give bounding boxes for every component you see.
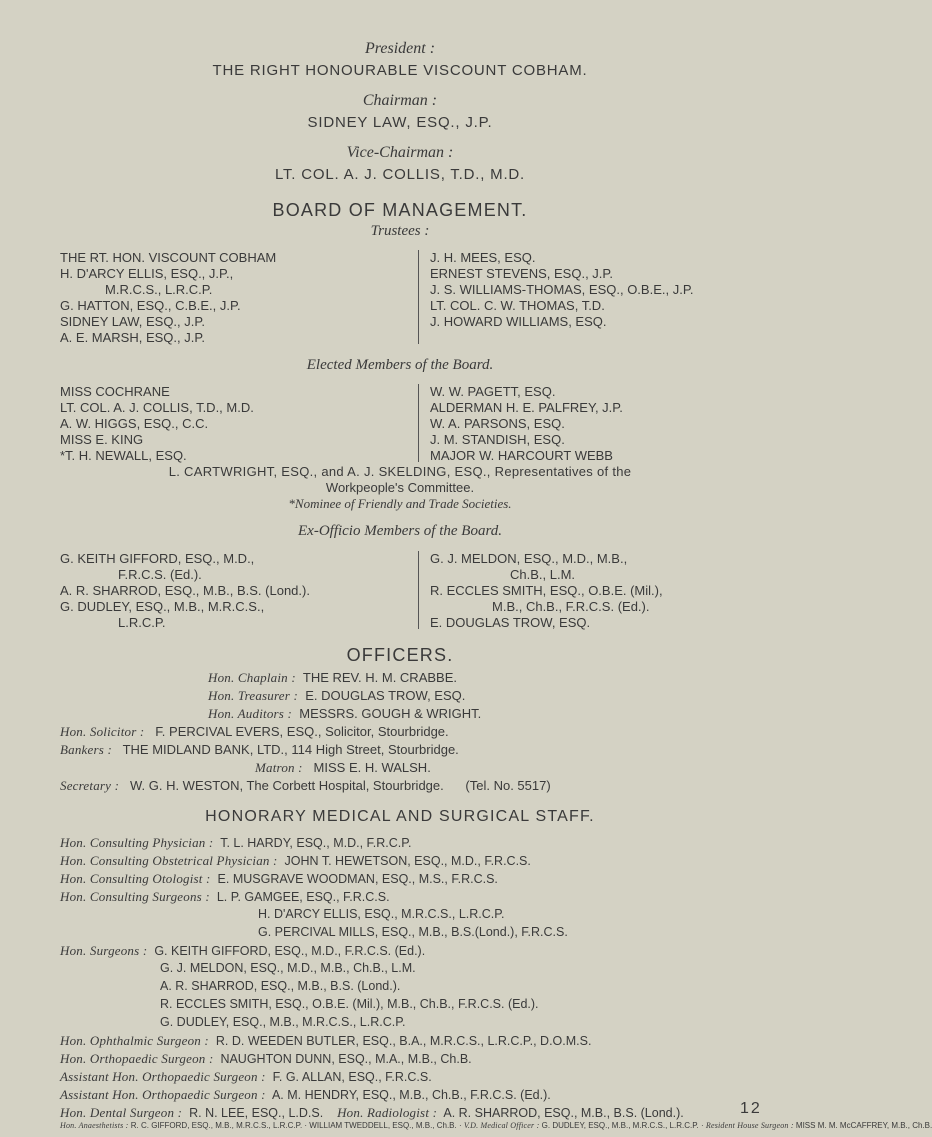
- exofficio-member: R. ECCLES SMITH, ESQ., O.B.E. (Mil.),: [430, 583, 663, 598]
- elected-member: J. M. STANDISH, ESQ.: [430, 432, 565, 447]
- staff-row: [60, 835, 411, 851]
- staff-value: H. D'ARCY ELLIS, ESQ., M.R.C.S., L.R.C.P.: [258, 907, 505, 921]
- staff-label: Hon. Radiologist :: [337, 1105, 438, 1120]
- trustee-name: A. E. MARSH, ESQ., J.P.: [60, 330, 205, 345]
- officer-value: W. G. H. WESTON, The Corbett Hospital, Stourbridge. (Tel. No. 5517): [129, 778, 551, 793]
- officer-row-secretary: [60, 778, 551, 794]
- staff-row: [60, 1033, 591, 1049]
- staff-value: R. C. GIFFORD, ESQ., M.B., M.R.C.S., L.R.C.P.: [130, 1121, 303, 1130]
- exofficio-member: F.R.C.S. (Ed.).: [118, 567, 202, 582]
- exofficio-member: M.B., Ch.B., F.R.C.S. (Ed.).: [492, 599, 650, 614]
- staff-label: Hon. Consulting Surgeons :: [60, 889, 210, 904]
- officer-row-treasurer: [208, 688, 465, 704]
- president-name: THE RIGHT HONOURABLE VISCOUNT COBHAM.: [212, 62, 588, 79]
- staff-value: MISS M. M. McCAFFREY, M.B., Ch.B.: [795, 1121, 932, 1130]
- staff-row: [60, 1051, 472, 1067]
- staff-label: Hon. Anaesthetists :: [60, 1121, 129, 1130]
- elected-member: W. A. PARSONS, ESQ.: [430, 416, 565, 431]
- staff-value: G. DUDLEY, ESQ., M.B., M.R.C.S., L.R.C.P.: [160, 1015, 406, 1029]
- officer-value: E. DOUGLAS TROW, ESQ.: [305, 688, 466, 703]
- staff-row: [60, 853, 531, 869]
- workpeople-note: Workpeople's Committee.: [325, 480, 475, 495]
- officer-value: MESSRS. GOUGH & WRIGHT.: [299, 706, 482, 721]
- staff-value: T. L. HARDY, ESQ., M.D., F.R.C.P.: [220, 836, 412, 850]
- chairman-name: SIDNEY LAW, ESQ., J.P.: [307, 114, 493, 131]
- staff-value: E. MUSGRAVE WOODMAN, ESQ., M.S., F.R.C.S.: [217, 872, 498, 886]
- exofficio-left-column: [60, 551, 310, 631]
- staff-label: Hon. Consulting Otologist :: [60, 871, 211, 886]
- trustee-name: ERNEST STEVENS, ESQ., J.P.: [430, 266, 614, 281]
- officer-row-bankers: [60, 742, 459, 758]
- staff-row: [60, 889, 390, 905]
- exofficio-member: A. R. SHARROD, ESQ., M.B., B.S. (Lond.).: [60, 583, 310, 598]
- elected-member: MISS COCHRANE: [60, 384, 170, 399]
- elected-member: ALDERMAN H. E. PALFREY, J.P.: [430, 400, 623, 415]
- exofficio-member: L.R.C.P.: [118, 615, 166, 630]
- trustees-right-column: [430, 250, 693, 330]
- staff-label: Resident House Surgeon :: [705, 1121, 794, 1130]
- exofficio-member: Ch.B., L.M.: [510, 567, 576, 582]
- elected-label: Elected Members of the Board.: [306, 357, 494, 373]
- elected-member: A. W. HIGGS, ESQ., C.C.: [60, 416, 209, 431]
- staff-label: Assistant Hon. Orthopaedic Surgeon :: [60, 1069, 266, 1084]
- trustee-name: J. H. MEES, ESQ.: [430, 250, 536, 265]
- staff-row: [60, 1105, 684, 1121]
- staff-value: G. KEITH GIFFORD, ESQ., M.D., F.R.C.S. (Ed.).: [154, 944, 426, 958]
- elected-member: MAJOR W. HARCOURT WEBB: [430, 448, 613, 463]
- trustees-label: Trustees :: [370, 223, 430, 239]
- staff-row: [60, 943, 425, 959]
- staff-value: R. D. WEEDEN BUTLER, ESQ., B.A., M.R.C.S., L.R.C.P., D.O.M.S.: [215, 1034, 592, 1048]
- trustee-name: J. HOWARD WILLIAMS, ESQ.: [430, 314, 607, 329]
- officers-title: OFFICERS.: [346, 645, 454, 665]
- trustee-name: G. HATTON, ESQ., C.B.E., J.P.: [60, 298, 241, 313]
- elected-member: MISS E. KING: [60, 432, 144, 447]
- trustee-name: J. S. WILLIAMS-THOMAS, ESQ., O.B.E., J.P.: [430, 282, 694, 297]
- trustee-name: LT. COL. C. W. THOMAS, T.D.: [430, 298, 605, 313]
- exofficio-label: Ex-Officio Members of the Board.: [298, 523, 502, 539]
- officer-label: Secretary :: [60, 778, 120, 793]
- staff-label: Hon. Dental Surgeon :: [60, 1105, 183, 1120]
- trustee-name: M.R.C.S., L.R.C.P.: [105, 282, 213, 297]
- elected-member: LT. COL. A. J. COLLIS, T.D., M.D.: [60, 400, 254, 415]
- staff-value: R. ECCLES SMITH, ESQ., O.B.E. (Mil.), M.B., Ch.B., F.R.C.S. (Ed.).: [160, 997, 539, 1011]
- column-divider: [418, 250, 419, 344]
- staff-label: Hon. Consulting Obstetrical Physician :: [60, 853, 278, 868]
- staff-label: Hon. Ophthalmic Surgeon :: [60, 1033, 209, 1048]
- staff-value: WILLIAM TWEDDELL, ESQ., M.B., Ch.B.: [309, 1121, 457, 1130]
- staff-label: Hon. Consulting Physician :: [60, 835, 214, 850]
- trustees-left-column: [60, 250, 276, 346]
- column-divider: [418, 551, 419, 629]
- staff-value: NAUGHTON DUNN, ESQ., M.A., M.B., Ch.B.: [220, 1052, 472, 1066]
- staff-value: R. N. LEE, ESQ., L.D.S.: [189, 1106, 324, 1120]
- vice-chairman-label: Vice-Chairman :: [346, 144, 454, 161]
- staff-value: A. R. SHARROD, ESQ., M.B., B.S. (Lond.).: [443, 1106, 684, 1120]
- officer-row-auditors: [208, 706, 481, 722]
- officer-value: THE MIDLAND BANK, LTD., 114 High Street, Stourbridge.: [122, 742, 459, 757]
- president-label: President :: [364, 40, 436, 57]
- officer-value: MISS E. H. WALSH.: [313, 760, 431, 775]
- exofficio-member: G. DUDLEY, ESQ., M.B., M.R.C.S.,: [60, 599, 265, 614]
- page-number: 12: [740, 1100, 762, 1117]
- column-divider: [418, 384, 419, 462]
- staff-row: [60, 1069, 432, 1085]
- officer-label: Hon. Treasurer :: [208, 688, 298, 703]
- medical-staff-title: HONORARY MEDICAL AND SURGICAL STAFF.: [205, 808, 595, 825]
- trustee-name: SIDNEY LAW, ESQ., J.P.: [60, 314, 205, 329]
- trustee-name: THE RT. HON. VISCOUNT COBHAM: [60, 250, 277, 265]
- officer-row-solicitor: [60, 724, 449, 740]
- officer-label: Hon. Solicitor :: [60, 724, 145, 739]
- exofficio-member: E. DOUGLAS TROW, ESQ.: [430, 615, 591, 630]
- elected-member: W. W. PAGETT, ESQ.: [430, 384, 556, 399]
- staff-row-continued: Hon. Anaesthetists : R. C. GIFFORD, ESQ., M.B., M.R.C.S., L.R.C.P. · WILLIAM TWEDDELL, ESQ., M.B., Ch.B. · V.D. Medical Officer : G. DUDLEY, ESQ., M.B., M.R.C.S., L.R.C.P. · Resident House Surgeon : MISS M. M. McCAFFREY, M.B., Ch.B.: [60, 1121, 932, 1130]
- elected-left-column: [60, 384, 254, 464]
- trustee-name: H. D'ARCY ELLIS, ESQ., J.P.,: [60, 266, 234, 281]
- exofficio-member: G. J. MELDON, ESQ., M.D., M.B.,: [430, 551, 628, 566]
- vice-chairman-name: LT. COL. A. J. COLLIS, T.D., M.D.: [274, 166, 526, 183]
- staff-value: F. G. ALLAN, ESQ., F.R.C.S.: [272, 1070, 432, 1084]
- officer-row-chaplain: [208, 670, 457, 686]
- staff-label: V.D. Medical Officer :: [463, 1121, 540, 1130]
- officer-row-matron: [255, 760, 431, 776]
- representatives-note: L. CARTWRIGHT, ESQ., and A. J. SKELDING, ESQ., Representatives of the: [168, 464, 632, 479]
- nominee-note: *Nominee of Friendly and Trade Societies.: [288, 496, 512, 511]
- officer-label: Matron :: [255, 760, 303, 775]
- staff-value: G. J. MELDON, ESQ., M.D., M.B., Ch.B., L.M.: [160, 961, 416, 975]
- staff-value: A. M. HENDRY, ESQ., M.B., Ch.B., F.R.C.S. (Ed.).: [271, 1088, 551, 1102]
- staff-row: [60, 871, 498, 887]
- staff-value: G. PERCIVAL MILLS, ESQ., M.B., B.S.(Lond.), F.R.C.S.: [258, 925, 568, 939]
- officer-value: THE REV. H. M. CRABBE.: [302, 670, 457, 685]
- staff-row: [60, 1087, 551, 1103]
- officer-label: Hon. Chaplain :: [208, 670, 296, 685]
- officer-value: F. PERCIVAL EVERS, ESQ., Solicitor, Stourbridge.: [155, 724, 449, 739]
- officer-label: Hon. Auditors :: [208, 706, 293, 721]
- staff-label: Hon. Surgeons :: [60, 943, 148, 958]
- staff-label: Assistant Hon. Orthopaedic Surgeon :: [60, 1087, 266, 1102]
- elected-member: *T. H. NEWALL, ESQ.: [60, 448, 187, 463]
- elected-right-column: [430, 384, 623, 464]
- staff-value: A. R. SHARROD, ESQ., M.B., B.S. (Lond.).: [160, 979, 401, 993]
- chairman-label: Chairman :: [362, 92, 438, 109]
- board-title: BOARD OF MANAGEMENT.: [272, 200, 528, 220]
- staff-value: L. P. GAMGEE, ESQ., F.R.C.S.: [216, 890, 390, 904]
- officer-label: Bankers :: [60, 742, 112, 757]
- staff-value: JOHN T. HEWETSON, ESQ., M.D., F.R.C.S.: [284, 854, 531, 868]
- exofficio-member: G. KEITH GIFFORD, ESQ., M.D.,: [60, 551, 255, 566]
- staff-value: G. DUDLEY, ESQ., M.B., M.R.C.S., L.R.C.P.: [541, 1121, 699, 1130]
- exofficio-right-column: [430, 551, 663, 631]
- staff-label: Hon. Orthopaedic Surgeon :: [60, 1051, 214, 1066]
